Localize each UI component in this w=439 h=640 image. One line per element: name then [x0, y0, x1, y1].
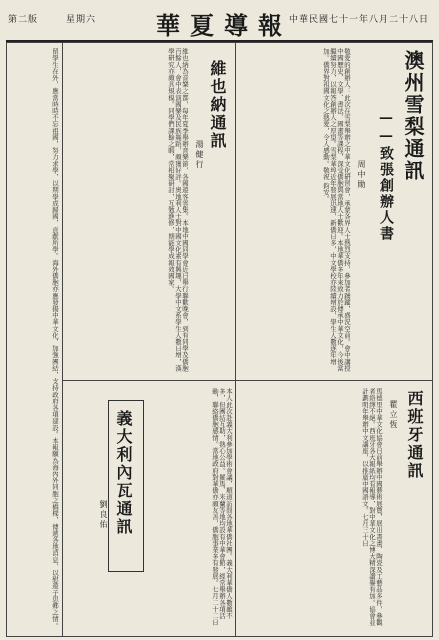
header-date: 中華民國七十一年八月二十八日 — [288, 15, 429, 25]
divider — [235, 42, 236, 637]
article-author-italy: 劉良佑 — [99, 500, 108, 530]
article-author-spain: 瞿立恆 — [389, 400, 398, 430]
divider — [63, 380, 235, 381]
article-body-spain: 馬德里中華文化協會日前舉辦中國藝術展覽，展出書畫、陶瓷及工藝品多件，參觀者絡繹不絕。西班牙各大報紙均有報導，對中華文化之博大精深讚譽有加。協會並計劃明年舉辦中文講座，以推廣中國語文。七月三十日 — [361, 388, 383, 626]
article-author-vienna: 湯健行 — [195, 140, 204, 170]
header-page-label: 第二版 — [8, 15, 39, 25]
article-title-italy: 義大利內瓦通訊 — [114, 410, 133, 536]
header-issue: 星期六 — [66, 15, 97, 25]
masthead: 華夏導報 — [156, 11, 292, 40]
divider — [236, 380, 433, 381]
article-body-italy: 本人此次赴義大利參加學術會議，順道訪問各地華僑社團。義大利華僑人數雖不多，但團結互助，熱心公益。羅馬、米蘭等地均設有中華會館，經常舉辦各項活動，聯絡僑胞感情。當地政府對華僑亦頗友善，僑胞事業多有發展。七月二十二日 — [211, 388, 233, 626]
left-column-body: 留學生在外，應當時時不忘祖國，努力求學，以期學成歸國，貢獻所學。海外僑胞亦應發揚中華文化，加強團結，支持政府各項建設。本報願為海內外同胞之橋樑，傳遞各地消息，以慰遊子思鄉之情。 — [51, 48, 59, 629]
divider — [62, 42, 63, 637]
article-title-vienna: 維也納通訊 — [208, 60, 227, 150]
article-subtitle-sydney: ——致張創辦人書 — [378, 110, 394, 242]
article-body-vienna: 維也納為音樂之都，每年夏季舉辦音樂節，各國遊客雲集。本地中國同學會近日舉行聯歡晚會，到有同學及僑胞百餘人，會中表演國樂及民族舞蹈，頗獲好評。奧地利人士對中國文化素有興趣，大學中文系學生人數日增，漢學研究亦頗具規模。同學們課餘之暇，常相聚研討，互勉進修，期能學成報效國家。 — [167, 48, 189, 372]
article-body-italy-cont — [66, 388, 96, 632]
article-title-sydney: 澳州雪梨通訊 — [401, 50, 425, 182]
article-title-spain: 西班牙通訊 — [405, 390, 424, 480]
article-author-sydney: 周中勛 — [357, 160, 366, 190]
article-body-sydney: 敬愛的創辦人：此次在雪梨舉辦之中華文化研習會，承蒙各界人士熱烈支持，參加者踴躍，盛況空前。會中講授中國歷史、文學、書法、國畫等課程，深受僑胞與當地人士歡迎。本地華僑多年來致力於傳承中華文化，今後當繼續努力，以報答創辦人之厚望。雪梨華埠近年發展迅速，新僑日多，中文學校亦陸續增設，學生人數逐年增加。僑界對祖國文化之熱愛，令人感動。敬祝 鈞安。 — [322, 48, 351, 372]
page-header — [6, 2, 433, 42]
